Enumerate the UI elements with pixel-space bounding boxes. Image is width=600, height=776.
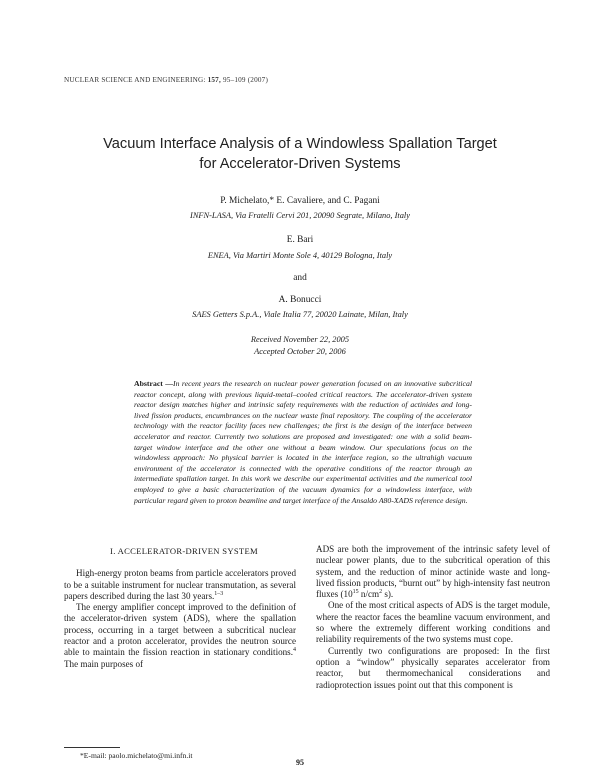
author-conjunction: and xyxy=(293,273,307,283)
accepted-date: Accepted October 20, 2006 xyxy=(254,347,346,356)
paragraph-text: s). xyxy=(382,589,394,600)
paragraph-text: The energy amplifier concept improved to the definition of the accelerator-driven system (ADS), where the spallation process, occurring in a target between a subcritical nuclear reactor and a proton accelerator, provides the neutron source able to maintain the fission reaction in stationary conditions. xyxy=(64,602,296,658)
right-column xyxy=(316,544,550,691)
journal-name: NUCLEAR SCIENCE AND ENGINEERING: xyxy=(64,76,206,84)
paragraph xyxy=(64,568,296,602)
affiliation-1: INFN-LASA, Via Fratelli Cervi 201, 20090 Segrate, Milano, Italy xyxy=(190,211,410,220)
affiliation-3: SAES Getters S.p.A., Viale Italia 77, 20020 Lainate, Milan, Italy xyxy=(192,310,408,319)
paragraph xyxy=(316,544,550,600)
journal-pages: 95–109 (2007) xyxy=(222,76,269,84)
page-number: 95 xyxy=(296,758,304,767)
citation: 1–3 xyxy=(214,590,224,597)
title-line-1: Vacuum Interface Analysis of a Windowless Spallation Target xyxy=(103,136,497,152)
paragraph: One of the most critical aspects of ADS is the target module, where the reactor faces the beamline vacuum environment, and so where the extremely different working conditions and reliability requirements of the two systems must cope. xyxy=(316,600,550,645)
paragraph: Currently two configurations are proposed: In the first option a “window” physically separates accelerator from reactor, but thermomechanical considerations and radioprotection issues point out that this component is xyxy=(316,645,550,690)
abstract-text: In recent years the research on nuclear power generation focused on an innovative subcritical reactor concept, along with previous liquid-metal–cooled critical reactors. The accelerator-driven system reactor design matches higher and intrinsic safety requirements with the reduction of actinides and long-lived fission products, encumbrances on the nuclear waste final repository. The coupling of the accelerator technology with the reactor facility faces new challenges; the first is the design of the interface between accelerator and reactor. Currently two solutions are proposed and investigated: one with a solid beam-target window interface and the other one without a beam window. Our speculations focus on the windowless approach: No physical barrier is located in the interface region, so the ultrahigh vacuum environment of the accelerator is connected with the operative conditions of the reactor through an intermediate spallation target. In this work we describe our experimental activities and the numerical tool employed to give a basic characterization of the vacuum dynamics for a windowless interface, with particular regard given to proton beamline and target interface of the Ansaldo A80-XADS reference design. xyxy=(134,379,472,505)
paragraph-text: ADS are both the improvement of the intrinsic safety level of nuclear power plants, due to the subcritical operation of this system, and the reduction of minor actinide waste and long-lived fission products, “burnt out” by high-intensity fast neutron fluxes (10 xyxy=(316,544,550,600)
footnote: *E-mail: paolo.michelato@mi.infn.it xyxy=(80,751,193,760)
title-line-2: for Accelerator-Driven Systems xyxy=(199,156,401,172)
abstract xyxy=(134,379,472,506)
journal-volume: 157, xyxy=(207,76,221,84)
abstract-dash: — xyxy=(162,379,174,388)
exponent: 2 xyxy=(379,589,383,596)
received-date: Received November 22, 2005 xyxy=(250,335,350,344)
dates xyxy=(0,334,600,358)
paragraph xyxy=(64,602,296,670)
author-group-1: P. Michelato,* E. Cavaliere, and C. Pagani xyxy=(220,196,380,206)
author-group-3: A. Bonucci xyxy=(278,295,322,305)
paragraph-text: High-energy proton beams from particle accelerators proved to be a suitable instrument for nuclear transmutation, as several papers described during the last 30 years. xyxy=(64,568,297,601)
abstract-label: Abstract xyxy=(134,379,163,388)
left-column xyxy=(64,546,296,670)
paper-title xyxy=(0,134,600,174)
section-heading: I. ACCELERATOR-DRIVEN SYSTEM xyxy=(110,546,258,556)
citation: 4 xyxy=(293,647,296,654)
exponent: 15 xyxy=(352,589,359,596)
paragraph-text: The main purposes of xyxy=(64,658,144,669)
author-group-2: E. Bari xyxy=(286,235,314,245)
footnote-divider xyxy=(64,747,120,748)
paragraph-text: n/cm xyxy=(358,589,380,600)
journal-header xyxy=(64,76,268,84)
affiliation-2: ENEA, Via Martiri Monte Sole 4, 40129 Bologna, Italy xyxy=(207,251,393,260)
